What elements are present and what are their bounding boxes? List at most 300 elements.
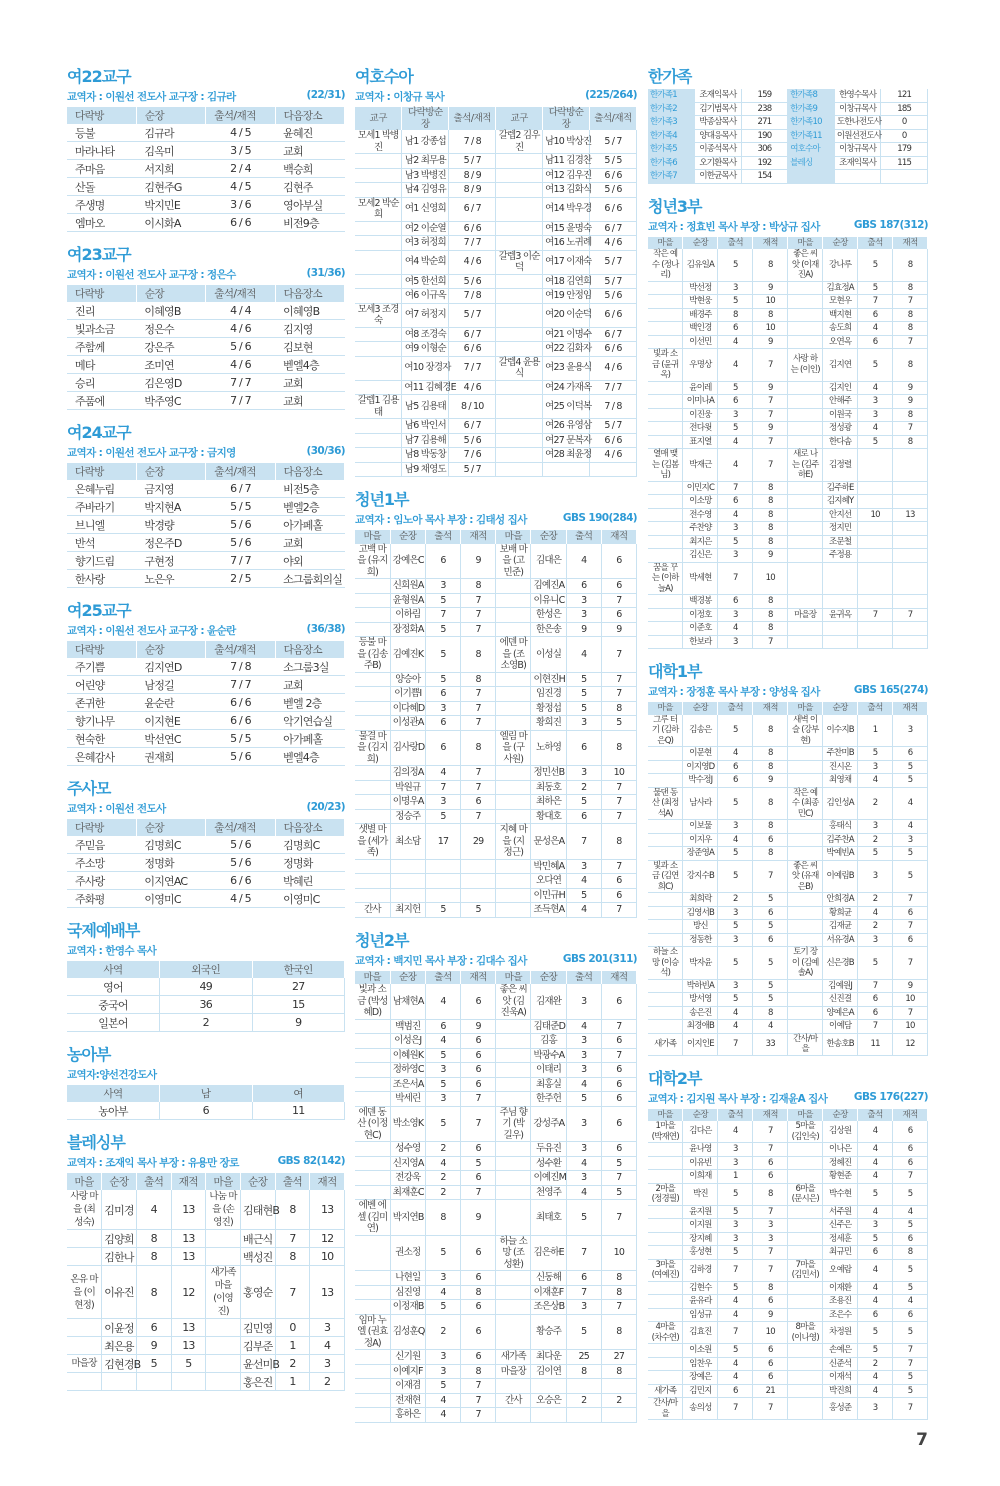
table-cell: 7 [753, 860, 788, 893]
table-cell: 7 [461, 608, 496, 623]
table-row [67, 1230, 345, 1248]
table-row [67, 978, 345, 996]
table-cell: 7 [461, 809, 496, 824]
table-cell: 윤유라 [683, 1295, 718, 1309]
table-cell: 7 [753, 435, 788, 449]
table-cell: 13 [171, 1337, 206, 1355]
table-cell: 모세2 박순희 [355, 197, 402, 221]
table-cell: 2 [160, 1014, 253, 1032]
table-cell: 임진경 [531, 687, 566, 702]
table-cell: 10 [753, 322, 788, 336]
table-row [355, 168, 637, 183]
column-header: 다락방 [67, 819, 136, 836]
attendance-stat: GBS 165(274) [853, 684, 928, 696]
table-cell [496, 1156, 531, 1171]
table-cell: 6 [461, 1171, 496, 1186]
table-cell: 박자윤 [683, 947, 718, 980]
table-cell: 6 / 7 [590, 221, 637, 236]
table-cell [788, 381, 823, 395]
table-row [648, 508, 928, 522]
table-cell: 7 / 6 [449, 448, 496, 463]
table-cell [648, 595, 683, 609]
table-cell: 조재익목사 [695, 89, 742, 102]
table-cell: 7 [275, 1230, 310, 1248]
table-cell: 서지희 [136, 160, 205, 178]
table-cell: 6 [566, 730, 601, 766]
section-subtitle [648, 684, 928, 699]
header-row [67, 641, 345, 658]
table-row [355, 342, 637, 357]
table-cell [648, 774, 683, 788]
table-cell [496, 622, 531, 637]
column-header: 재적 [893, 237, 928, 250]
table-cell: 송은진 [683, 1006, 718, 1020]
table-row [355, 1300, 637, 1315]
table-cell: 김효진 [683, 1322, 718, 1344]
table-cell: 8 [753, 622, 788, 636]
table-cell: 브니엘 [67, 516, 136, 534]
table-cell: 2 [425, 1314, 460, 1350]
table-cell: 여22 김화자 [543, 342, 590, 357]
table-row [355, 1379, 637, 1394]
table-row [355, 874, 637, 889]
table-cell: 6 [461, 1271, 496, 1286]
table-cell: 9 [461, 544, 496, 579]
column-header: 출석/재적 [206, 819, 275, 836]
table-row [648, 1170, 928, 1184]
table-cell: 8 [601, 1285, 636, 1300]
table-cell: 7 [753, 395, 788, 409]
column-header: 마을 [496, 971, 531, 985]
table-row [67, 1248, 345, 1266]
table-row [648, 381, 928, 395]
table-cell: 7 / 7 [206, 552, 275, 570]
table-cell [496, 1271, 531, 1286]
table-row [355, 730, 637, 766]
table-cell [67, 1248, 102, 1266]
table-cell [496, 168, 543, 183]
table-cell: 17 [425, 824, 460, 860]
table-cell: 11 [858, 1033, 893, 1055]
table-cell: 주님 향기 (박길우) [496, 1106, 531, 1142]
table-cell: 3 / 5 [206, 142, 275, 160]
table-cell: 간사 [496, 1393, 531, 1408]
table-row [355, 1048, 637, 1063]
table-cell: 4 [718, 435, 753, 449]
table-cell [355, 154, 402, 169]
header-row [355, 107, 637, 130]
table-cell: 7 [893, 1357, 928, 1371]
table-cell: 29 [461, 824, 496, 860]
table-cell [788, 1170, 823, 1184]
table-cell: 박주영C [136, 392, 205, 410]
table-cell [355, 1393, 390, 1408]
table-row [67, 890, 345, 908]
table-row [67, 1355, 345, 1373]
table-cell [390, 874, 425, 889]
table-cell: 3 [718, 549, 753, 563]
table-cell: 7 [461, 766, 496, 781]
table-cell: 6 [893, 1232, 928, 1246]
table-row [67, 996, 345, 1014]
table-row [355, 544, 637, 579]
table-cell: 3 [310, 1355, 345, 1373]
table-cell [893, 495, 928, 509]
table-cell: 9 [252, 1014, 345, 1032]
table-cell: 5 [718, 993, 753, 1007]
table-cell: 김은하E [531, 1235, 566, 1271]
table-cell: 최규민 [823, 1246, 858, 1260]
table-cell: 4 [425, 766, 460, 781]
table-cell [893, 449, 928, 482]
table-cell: 7 [893, 1344, 928, 1358]
table-cell: 8 [753, 308, 788, 322]
table-cell: 6 [893, 906, 928, 920]
table-cell: 185 [881, 102, 928, 116]
table-cell: 양승아 [390, 672, 425, 687]
table-row [355, 1019, 637, 1034]
table-cell: 8 [753, 787, 788, 820]
table-cell: 3 [718, 979, 753, 993]
table-cell [496, 809, 531, 824]
table-cell: 6 [893, 933, 928, 947]
table-row [648, 715, 928, 747]
table-cell [788, 295, 823, 309]
table-cell: 5 / 6 [449, 433, 496, 448]
table-cell: 3 [858, 760, 893, 774]
data-table [648, 1109, 928, 1421]
table-cell: 7 [601, 809, 636, 824]
table-cell: 3 [425, 1092, 460, 1107]
table-cell: 최경애B [683, 1020, 718, 1034]
table-cell: 윤나영 [683, 1143, 718, 1157]
column-left [67, 58, 345, 1401]
table-cell: 박세현 [683, 562, 718, 595]
table-cell [788, 422, 823, 436]
table-cell: 이지인E [683, 1033, 718, 1055]
table-cell [355, 1285, 390, 1300]
table-cell: 이원국 [823, 408, 858, 422]
table-cell [648, 281, 683, 295]
table-cell [648, 906, 683, 920]
table-row [355, 197, 637, 221]
table-cell: 어린양 [67, 676, 136, 694]
table-cell [355, 1408, 390, 1423]
table-cell: 주화평 [67, 890, 136, 908]
section-title: 농아부 [67, 1045, 111, 1064]
table-cell: 한은송 [531, 622, 566, 637]
table-cell: 5 [858, 1232, 893, 1246]
table-cell: 7 [893, 295, 928, 309]
table-cell: 7 [566, 824, 601, 860]
table-cell: 최지헌 [390, 903, 425, 918]
table-cell: 5 [718, 715, 753, 747]
table-row [648, 1259, 928, 1281]
table-cell: 3 [566, 593, 601, 608]
table-cell: 3 [566, 1106, 601, 1142]
table-cell: 황희균 [823, 906, 858, 920]
table-cell: 백인경 [683, 322, 718, 336]
column-header: 출석 [566, 971, 601, 985]
table-cell: 남11 김경찬 [543, 154, 590, 169]
table-row [355, 380, 637, 395]
table-cell: 4 [718, 1357, 753, 1371]
table-cell: 여15 윤명숙 [543, 221, 590, 236]
table-cell [496, 701, 531, 716]
table-cell: 6 [858, 335, 893, 349]
column-header: 출석 [718, 1109, 753, 1122]
table-cell: 이지원 [683, 1219, 718, 1233]
table-row [355, 1142, 637, 1157]
table-cell: 황희진 [531, 716, 566, 731]
table-cell [648, 747, 683, 761]
table-cell: 물댄 동산 (최정석A) [648, 787, 683, 820]
data-table [67, 463, 345, 588]
table-cell: 7 [601, 637, 636, 673]
table-cell: 김민지 [683, 1384, 718, 1398]
table-cell [648, 308, 683, 322]
table-cell: 3 [858, 395, 893, 409]
table-cell: 여1 신영희 [402, 197, 449, 221]
table-cell [648, 847, 683, 861]
table-cell: 김재완 [531, 984, 566, 1019]
table-cell [648, 1156, 683, 1170]
table-cell [823, 562, 858, 595]
table-cell: 5 [858, 1322, 893, 1344]
table-cell: 15 [252, 996, 345, 1014]
table-cell [648, 1232, 683, 1246]
attendance-stat: (20/23) [306, 801, 345, 813]
table-row [648, 1006, 928, 1020]
table-cell: 5 [566, 1092, 601, 1107]
staff-line: 교역자 : 조재익 목사 부장 : 유용만 장로 [67, 1157, 239, 1169]
table-cell [355, 795, 390, 810]
staff-line: 교역자 : 이원선 전도사 교구장 : 정은수 [67, 269, 236, 281]
table-cell: 박지민E [136, 196, 205, 214]
table-cell: 4 [893, 1205, 928, 1219]
section-youth2 [355, 928, 637, 1423]
header-row [67, 1085, 345, 1102]
table-cell [590, 462, 637, 477]
table-cell: 정은주D [136, 534, 205, 552]
table-cell: 25 [566, 1350, 601, 1365]
table-cell [67, 1337, 102, 1355]
table-cell: 5 [425, 903, 460, 918]
table-cell: 3 [425, 1364, 460, 1379]
table-cell: 8 [753, 508, 788, 522]
table-cell: 홍태식 [823, 820, 858, 834]
column-header: 순장 [531, 971, 566, 985]
table-cell: 정성광 [823, 422, 858, 436]
table-cell: 7 [461, 622, 496, 637]
table-cell: 4 [858, 1156, 893, 1170]
table-cell: 한가족1 [648, 89, 695, 102]
table-row [67, 872, 345, 890]
table-cell: 이보물 [683, 820, 718, 834]
table-cell: 남2 최무용 [402, 154, 449, 169]
table-cell: 4 [566, 1156, 601, 1171]
table-cell: 3 [310, 1319, 345, 1337]
table-cell: 2 [425, 1171, 460, 1186]
section-title: 대학2부 [648, 1068, 702, 1088]
table-cell [648, 408, 683, 422]
column-header: 마을 [648, 237, 683, 250]
table-cell: 황정섭 [531, 701, 566, 716]
table-cell: 김명희C [275, 836, 344, 854]
table-cell [355, 327, 402, 342]
table-cell [823, 622, 858, 636]
table-cell [496, 1300, 531, 1315]
table-cell: 6마을 (문시은) [788, 1183, 823, 1205]
table-cell: 조은수 [823, 1308, 858, 1322]
table-cell: 8 [601, 824, 636, 860]
table-cell: 마을장 [788, 608, 823, 622]
table-row [67, 676, 345, 694]
table-cell [788, 322, 823, 336]
section-title: 청년1부 [355, 490, 409, 509]
table-cell: 김보현 [275, 338, 344, 356]
table-cell: 한영수목사 [834, 89, 881, 102]
table-row [648, 595, 928, 609]
column-header: 재적 [753, 1109, 788, 1122]
table-cell: 7 / 7 [206, 676, 275, 694]
table-cell: 2 [858, 893, 893, 907]
table-cell: 6 [753, 1156, 788, 1170]
table-cell: 여7 허정지 [402, 303, 449, 327]
table-cell: 신준석 [823, 1357, 858, 1371]
table-cell [788, 408, 823, 422]
header-row [67, 107, 345, 124]
table-row [355, 859, 637, 874]
table-cell: 새로 나는 (김주하E) [788, 449, 823, 482]
table-cell [648, 549, 683, 563]
table-cell [648, 522, 683, 536]
table-cell: 2 [310, 1373, 345, 1391]
table-cell [102, 1373, 137, 1391]
table-cell: 7 [601, 687, 636, 702]
section-youth-women [355, 64, 637, 477]
table-cell: 이지연AC [136, 872, 205, 890]
table-cell: 7 [753, 449, 788, 482]
table-cell [496, 236, 543, 251]
table-row [355, 701, 637, 716]
table-cell: 4 [858, 322, 893, 336]
table-cell: 5 [425, 809, 460, 824]
table-cell [788, 481, 823, 495]
table-cell: 김현주 [275, 178, 344, 196]
table-cell: 8 [718, 308, 753, 322]
table-cell: 여8 조경숙 [402, 327, 449, 342]
table-cell: 백승희 [275, 160, 344, 178]
column-header: 출석 [858, 237, 893, 250]
table-cell [496, 419, 543, 434]
table-cell [496, 1185, 531, 1200]
table-cell: 중국어 [67, 996, 160, 1014]
table-cell: 4 [858, 1143, 893, 1157]
table-cell: 0 [275, 1319, 310, 1337]
table-row [648, 1121, 928, 1143]
table-cell: 이미나A [683, 395, 718, 409]
table-cell: 이기쁨I [390, 687, 425, 702]
table-cell: 7 [893, 947, 928, 980]
table-cell [496, 1077, 531, 1092]
table-cell [648, 893, 683, 907]
table-cell: 이예담 [823, 1020, 858, 1034]
table-cell: 4 [310, 1337, 345, 1355]
table-row [648, 1205, 928, 1219]
table-cell: 271 [741, 116, 788, 130]
table-cell: 5 / 6 [206, 338, 275, 356]
table-cell [496, 579, 531, 594]
table-cell: 6 / 7 [449, 419, 496, 434]
table-cell: 박광수A [531, 1048, 566, 1063]
column-header: 순장 [683, 237, 718, 250]
table-cell [496, 448, 543, 463]
table-cell: 7 [461, 716, 496, 731]
table-cell: 남10 박상진 [543, 130, 590, 154]
table-cell: 3 [425, 1350, 460, 1365]
table-cell: 이나은 [823, 1143, 858, 1157]
table-cell: 5 / 6 [449, 274, 496, 289]
table-cell: 새가족 [648, 1384, 683, 1398]
data-table [355, 971, 637, 1423]
table-row [67, 320, 345, 338]
table-cell: 7 [718, 1259, 753, 1281]
table-cell: 승리 [67, 374, 136, 392]
table-row [355, 1077, 637, 1092]
table-cell: 강예은C [390, 544, 425, 579]
table-cell: 6 [601, 579, 636, 594]
table-cell [648, 833, 683, 847]
table-cell: 7 [425, 780, 460, 795]
table-cell: 8 [893, 349, 928, 382]
table-cell: 7 / 8 [590, 395, 637, 419]
table-row [355, 672, 637, 687]
table-cell [67, 1373, 102, 1391]
table-cell: 김지연 [823, 349, 858, 382]
table-row [355, 154, 637, 169]
table-cell [788, 1143, 823, 1157]
table-cell: 6 / 6 [206, 712, 275, 730]
table-cell: 4 [893, 1295, 928, 1309]
column-header: 순장 [390, 530, 425, 544]
table-cell: 오기환목사 [695, 156, 742, 170]
table-row [648, 893, 928, 907]
table-cell [531, 1379, 566, 1394]
table-cell: 5 [858, 847, 893, 861]
table-cell [788, 993, 823, 1007]
table-cell [355, 622, 390, 637]
table-cell: 김민영 [240, 1319, 275, 1337]
table-cell: 김예원J [823, 979, 858, 993]
table-cell: 3 [718, 1232, 753, 1246]
table-cell: 여25 이덕복 [543, 395, 590, 419]
table-cell [496, 593, 531, 608]
table-cell: 이재훈F [531, 1285, 566, 1300]
table-cell: 김예진A [531, 579, 566, 594]
table-cell: 엘림 마을 (구사원) [496, 730, 531, 766]
table-cell: 5 [425, 1106, 460, 1142]
table-cell [355, 289, 402, 304]
table-cell: 이하림 [390, 608, 425, 623]
table-row [355, 395, 637, 419]
table-cell: 장예은 [683, 1371, 718, 1385]
table-cell: 작은 예수 (최종민C) [788, 787, 823, 820]
table-cell: 6 [753, 833, 788, 847]
column-middle [355, 58, 637, 1433]
table-cell [788, 395, 823, 409]
table-cell: 박소영K [390, 1106, 425, 1142]
